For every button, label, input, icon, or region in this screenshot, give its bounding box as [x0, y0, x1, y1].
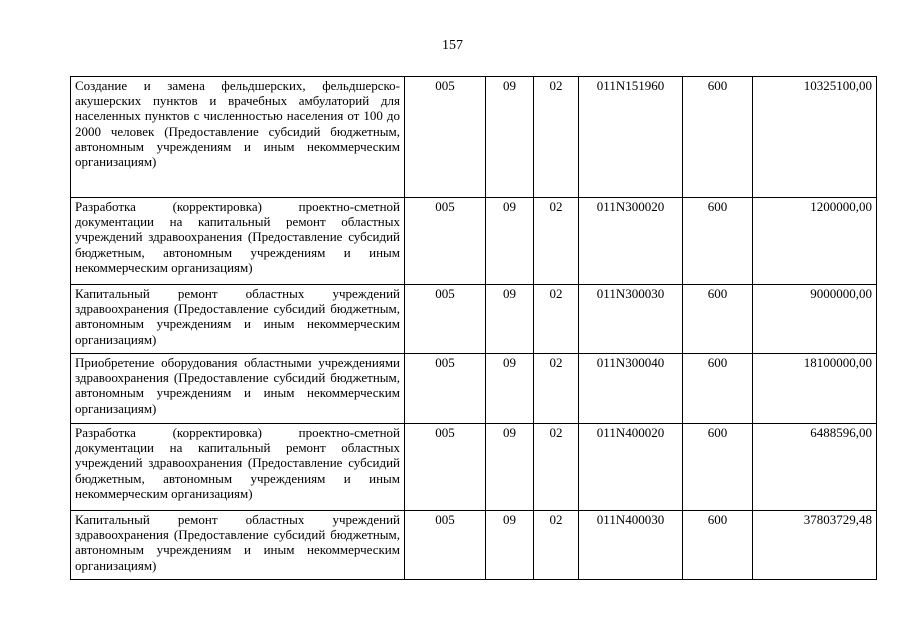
row-subsection: 02 [534, 511, 579, 580]
row-target-article: 011N400030 [579, 511, 683, 580]
row-target-article: 011N300040 [579, 354, 683, 424]
table-row [71, 511, 877, 580]
row-section: 09 [486, 511, 534, 580]
budget-table [70, 76, 877, 580]
table-row [71, 354, 877, 424]
row-subsection: 02 [534, 285, 579, 354]
row-code: 005 [405, 198, 486, 285]
row-code: 005 [405, 424, 486, 511]
row-section: 09 [486, 77, 534, 198]
row-code: 005 [405, 77, 486, 198]
row-code: 005 [405, 511, 486, 580]
row-section: 09 [486, 424, 534, 511]
row-expense-type: 600 [683, 354, 753, 424]
row-code: 005 [405, 354, 486, 424]
page-number: 157 [442, 38, 463, 53]
row-description: Создание и замена фельдшерских, фельдшерско-акушерских пунктов и врачебных амбулаторий для населенных пунктов с численностью населения от 100 до 2000 человек (Предоставление субсидий бюджетным, автономным учреждениям и иным некоммерческим организациям) [71, 77, 405, 198]
row-section: 09 [486, 285, 534, 354]
row-target-article: 011N151960 [579, 77, 683, 198]
row-amount: 18100000,00 [753, 354, 877, 424]
table-row [71, 77, 877, 198]
row-target-article: 011N400020 [579, 424, 683, 511]
row-subsection: 02 [534, 424, 579, 511]
row-section: 09 [486, 354, 534, 424]
row-expense-type: 600 [683, 511, 753, 580]
row-expense-type: 600 [683, 198, 753, 285]
row-expense-type: 600 [683, 424, 753, 511]
row-amount: 1200000,00 [753, 198, 877, 285]
row-amount: 9000000,00 [753, 285, 877, 354]
row-section: 09 [486, 198, 534, 285]
row-expense-type: 600 [683, 285, 753, 354]
row-description: Разработка (корректировка) проектно-сметной документации на капитальный ремонт областных учреждений здравоохранения (Предоставление субсидий бюджетным, автономным учреждениям и иным некоммерческим организациям) [71, 198, 405, 285]
row-amount: 10325100,00 [753, 77, 877, 198]
row-target-article: 011N300030 [579, 285, 683, 354]
row-amount: 37803729,48 [753, 511, 877, 580]
row-code: 005 [405, 285, 486, 354]
row-target-article: 011N300020 [579, 198, 683, 285]
table-row [71, 198, 877, 285]
row-description: Разработка (корректировка) проектно-сметной документации на капитальный ремонт областных учреждений здравоохранения (Предоставление субсидий бюджетным, автономным учреждениям и иным некоммерческим организациям) [71, 424, 405, 511]
table-row [71, 285, 877, 354]
row-description: Капитальный ремонт областных учреждений здравоохранения (Предоставление субсидий бюджетным, автономным учреждениям и иным некоммерческим организациям) [71, 285, 405, 354]
row-expense-type: 600 [683, 77, 753, 198]
table-row [71, 424, 877, 511]
row-subsection: 02 [534, 198, 579, 285]
row-subsection: 02 [534, 354, 579, 424]
row-description: Приобретение оборудования областными учреждениями здравоохранения (Предоставление субсидий бюджетным, автономным учреждениям и иным некоммерческим организациям) [71, 354, 405, 424]
row-description: Капитальный ремонт областных учреждений здравоохранения (Предоставление субсидий бюджетным, автономным учреждениям и иным некоммерческим организациям) [71, 511, 405, 580]
row-amount: 6488596,00 [753, 424, 877, 511]
row-subsection: 02 [534, 77, 579, 198]
